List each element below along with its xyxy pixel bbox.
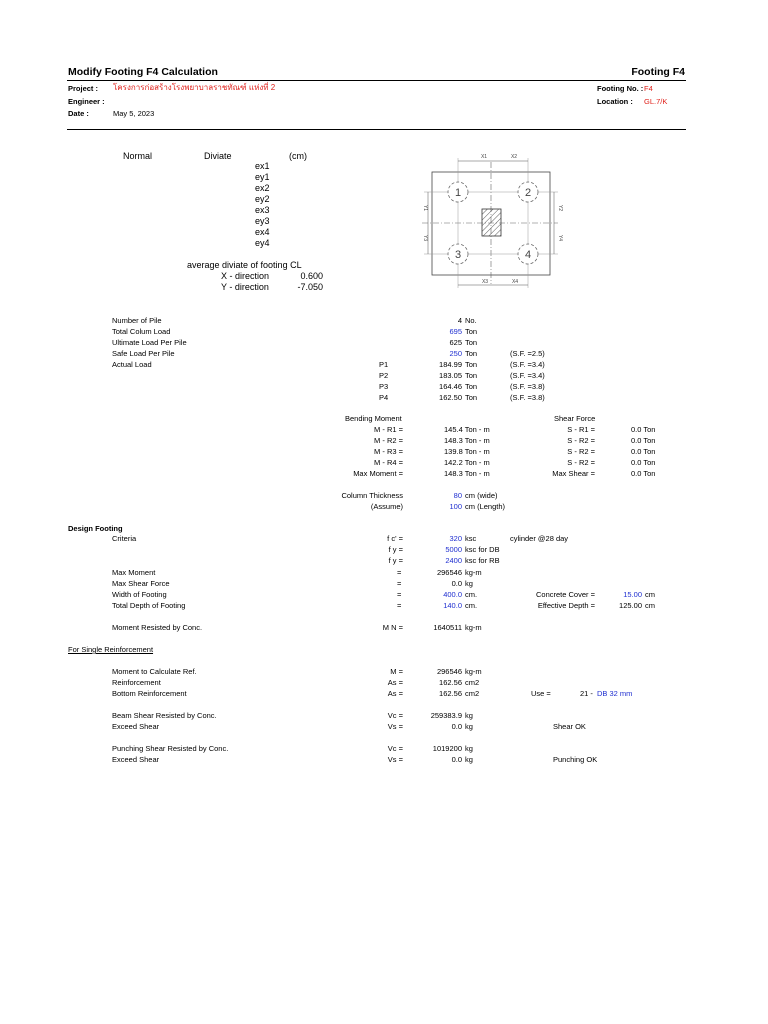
dev-label-ex1: ex1 — [255, 161, 270, 171]
fy-value: 5000 — [445, 545, 462, 554]
shear-value-r2: 0.0 Ton — [631, 436, 656, 445]
effective-depth-label: Effective Depth = — [537, 601, 595, 610]
engineer-label: Engineer : — [68, 97, 105, 106]
reinforcement-unit: cm2 — [465, 678, 480, 687]
exceed-shear-1-unit: kg — [465, 722, 473, 731]
footing-no-label: Footing No. : — [597, 84, 644, 93]
pile-sf-p2: (S.F. =3.4) — [510, 371, 545, 380]
pile-load-p1: 184.99 — [439, 360, 462, 369]
shear-label-r1: S - R1 = — [567, 425, 595, 434]
max-moment-row-label: Max Moment — [112, 568, 156, 577]
col-thickness-unit: cm (wide) — [465, 491, 498, 500]
pile-sf-p4: (S.F. =3.8) — [510, 393, 545, 402]
y-direction-value: -7.050 — [297, 282, 323, 292]
moment-label-r1: M - R1 = — [374, 425, 403, 434]
punching-shear-label: Punching Shear Resisted by Conc. — [112, 744, 229, 753]
date-label: Date : — [68, 109, 89, 118]
shear-value-r3: 0.0 Ton — [631, 447, 656, 456]
shear-label-r2: S - R2 = — [567, 436, 595, 445]
dev-label-ex2: ex2 — [255, 183, 270, 193]
moment-value-r3: 139.8 Ton - m — [444, 447, 490, 456]
assume-label: (Assume) — [370, 502, 403, 511]
moment-resisted-label: Moment Resisted by Conc. — [112, 623, 203, 632]
safe-load-unit: Ton — [465, 349, 478, 358]
num-pile-unit: No. — [465, 316, 477, 325]
concrete-cover-value: 15.00 — [623, 590, 642, 599]
dev-label-ey2: ey2 — [255, 194, 270, 204]
location-label: Location : — [597, 97, 633, 106]
pile-load-p4: 162.50 — [439, 393, 462, 402]
dev-label-ey1: ey1 — [255, 172, 270, 182]
safe-load-sf: (S.F. =2.5) — [510, 349, 545, 358]
beam-shear-sym: Vc = — [387, 711, 403, 720]
footing-title: Footing F4 — [631, 66, 685, 78]
max-moment-row-eq: = — [397, 568, 402, 577]
shear-ok-status: Shear OK — [553, 722, 586, 731]
project-value: โครงการก่อสร้างโรงพยาบาลราชทัณฑ์ แห่งที่ 2 — [113, 83, 276, 92]
fy2-value: 2400 — [445, 556, 462, 565]
bottom-reinforcement-unit: cm2 — [465, 689, 480, 698]
mn-unit: kg-m — [465, 623, 482, 632]
total-depth-label: Total Depth of Footing — [112, 601, 186, 610]
punching-shear-unit: kg — [465, 744, 473, 753]
total-depth-unit: cm. — [465, 601, 478, 610]
pile-name-p2: P2 — [379, 371, 389, 380]
pile-unit-p3: Ton — [465, 382, 478, 391]
fy-unit: ksc for DB — [465, 545, 500, 554]
dim-x3: X3 — [481, 279, 489, 285]
effective-depth-value: 125.00 — [619, 601, 642, 610]
use-count: 21 - — [580, 689, 593, 698]
exceed-shear-1-sym: Vs = — [387, 722, 403, 731]
safe-load-value: 250 — [449, 349, 462, 358]
actual-load-label: Actual Load — [112, 360, 152, 369]
x-direction-value: 0.600 — [300, 271, 323, 281]
bending-moment-title: Bending Moment — [345, 414, 402, 423]
page-title: Modify Footing F4 Calculation — [68, 66, 218, 78]
width-footing-unit: cm. — [465, 590, 478, 599]
max-moment-value: 148.3 Ton - m — [444, 469, 490, 478]
moment-value-r1: 145.4 Ton - m — [444, 425, 490, 434]
moment-calc-ref-sym: M = — [390, 667, 403, 676]
effective-depth-unit: cm — [645, 601, 655, 610]
width-footing-label: Width of Footing — [112, 590, 167, 599]
total-depth-value: 140.0 — [443, 601, 462, 610]
fc-note: cylinder @28 day — [510, 534, 569, 543]
dim-y4: Y4 — [557, 234, 563, 242]
moment-value-r4: 142.2 Ton - m — [444, 458, 490, 467]
shear-value-r4: 0.0 Ton — [631, 458, 656, 467]
use-bar: DB 32 mm — [597, 689, 633, 698]
moment-label-r2: M - R2 = — [374, 436, 403, 445]
max-moment-label: Max Moment = — [353, 469, 403, 478]
punching-ok-status: Punching OK — [553, 755, 598, 764]
pile-unit-p4: Ton — [465, 393, 478, 402]
pile-label-3: 3 — [454, 249, 462, 261]
exceed-shear-2-sym: Vs = — [387, 755, 403, 764]
max-shear-value: 0.0 Ton — [631, 469, 656, 478]
max-shear-row-eq: = — [397, 579, 402, 588]
exceed-shear-2-label: Exceed Shear — [112, 755, 160, 764]
concrete-cover-label: Concrete Cover = — [536, 590, 595, 599]
col-unit: (cm) — [289, 151, 307, 161]
fy2-unit: ksc for RB — [465, 556, 500, 565]
reinforcement-label: Reinforcement — [112, 678, 161, 687]
moment-value-r2: 148.3 Ton - m — [444, 436, 490, 445]
exceed-shear-1-value: 0.0 — [451, 722, 462, 731]
moment-calc-ref-label: Moment to Calculate Ref. — [112, 667, 197, 676]
pile-sf-p3: (S.F. =3.8) — [510, 382, 545, 391]
col-thickness-value: 80 — [453, 491, 462, 500]
pile-unit-p1: Ton — [465, 360, 478, 369]
dim-y1: Y1 — [422, 204, 428, 212]
col-normal: Normal — [123, 151, 153, 161]
moment-label-r3: M - R3 = — [374, 447, 403, 456]
pile-name-p1: P1 — [379, 360, 389, 369]
beam-shear-value: 259383.9 — [430, 711, 462, 720]
moment-calc-ref-value: 296546 — [436, 667, 462, 676]
fy2-label: f y = — [388, 556, 403, 565]
y-direction-label: Y - direction — [221, 282, 269, 292]
average-deviate-label: average diviate of footing CL — [187, 260, 302, 270]
exceed-shear-1-label: Exceed Shear — [112, 722, 160, 731]
mn-symbol: M N = — [382, 623, 403, 632]
ult-load-label: Ultimate Load Per Pile — [112, 338, 187, 347]
pile-sf-p1: (S.F. =3.4) — [510, 360, 545, 369]
pile-load-p2: 183.05 — [439, 371, 462, 380]
project-label: Project : — [68, 84, 99, 93]
dev-label-ex4: ex4 — [255, 227, 270, 237]
reinforcement-value: 162.56 — [439, 678, 462, 687]
num-pile-label: Number of Pile — [112, 316, 162, 325]
dev-label-ey4: ey4 — [255, 238, 270, 248]
total-depth-eq: = — [397, 601, 402, 610]
header-divider — [67, 80, 686, 81]
pile-name-p3: P3 — [379, 382, 389, 391]
concrete-cover-unit: cm — [645, 590, 655, 599]
dim-y2: Y2 — [557, 204, 563, 212]
header-bottom-divider — [67, 129, 686, 130]
assume-value: 100 — [449, 502, 462, 511]
pile-name-p4: P4 — [379, 393, 389, 402]
pile-unit-p2: Ton — [465, 371, 478, 380]
footing-no-value: F4 — [644, 84, 653, 93]
footing-plan-diagram — [418, 148, 563, 290]
ult-load-value: 625 — [449, 338, 462, 347]
shear-value-r1: 0.0 Ton — [631, 425, 656, 434]
exceed-shear-2-unit: kg — [465, 755, 473, 764]
exceed-shear-2-value: 0.0 — [451, 755, 462, 764]
shear-label-r4: S - R2 = — [567, 458, 595, 467]
safe-load-label: Safe Load Per Pile — [112, 349, 175, 358]
pile-load-p3: 164.46 — [439, 382, 462, 391]
pile-label-4: 4 — [524, 249, 532, 261]
dim-x2: X2 — [510, 154, 518, 160]
bottom-reinforcement-sym: As = — [387, 689, 403, 698]
moment-label-r4: M - R4 = — [374, 458, 403, 467]
beam-shear-label: Beam Shear Resisted by Conc. — [112, 711, 217, 720]
max-moment-row-value: 296546 — [436, 568, 462, 577]
dim-x4: X4 — [511, 279, 519, 285]
ult-load-unit: Ton — [465, 338, 478, 347]
single-reinforcement-title: For Single Reinforcement — [68, 645, 154, 654]
use-label: Use = — [531, 689, 551, 698]
shear-label-r3: S - R2 = — [567, 447, 595, 456]
max-shear-row-label: Max Shear Force — [112, 579, 170, 588]
num-pile-value: 4 — [457, 316, 462, 325]
dim-y3: Y3 — [422, 234, 428, 242]
max-shear-row-unit: kg — [465, 579, 473, 588]
total-col-load-label: Total Colum Load — [112, 327, 171, 336]
total-col-load-value: 695 — [449, 327, 462, 336]
beam-shear-unit: kg — [465, 711, 473, 720]
design-footing-title: Design Footing — [68, 524, 123, 533]
fc-label: f c' = — [387, 534, 403, 543]
column-section — [482, 209, 501, 236]
fc-value: 320 — [449, 534, 462, 543]
moment-calc-ref-unit: kg-m — [465, 667, 482, 676]
assume-unit: cm (Length) — [465, 502, 506, 511]
max-shear-row-value: 0.0 — [451, 579, 462, 588]
dev-label-ex3: ex3 — [255, 205, 270, 215]
bottom-reinforcement-label: Bottom Reinforcement — [112, 689, 187, 698]
dev-label-ey3: ey3 — [255, 216, 270, 226]
width-footing-eq: = — [397, 590, 402, 599]
max-shear-label: Max Shear = — [552, 469, 595, 478]
location-value: GL.7/K — [644, 97, 668, 106]
max-moment-row-unit: kg-m — [465, 568, 482, 577]
pile-label-1: 1 — [454, 187, 462, 199]
punching-shear-sym: Vc = — [387, 744, 403, 753]
col-thickness-label: Column Thickness — [341, 491, 403, 500]
fy-label: f y = — [388, 545, 403, 554]
mn-value: 1640511 — [433, 623, 462, 632]
width-footing-value: 400.0 — [443, 590, 462, 599]
shear-force-title: Shear Force — [554, 414, 596, 423]
col-deviate: Diviate — [204, 151, 232, 161]
date-value: May 5, 2023 — [113, 109, 155, 118]
fc-unit: ksc — [465, 534, 477, 543]
dim-x1: X1 — [480, 154, 488, 160]
pile-label-2: 2 — [524, 187, 532, 199]
punching-shear-value: 1019200 — [432, 744, 462, 753]
x-direction-label: X - direction — [221, 271, 270, 281]
total-col-load-unit: Ton — [465, 327, 478, 336]
criteria-label: Criteria — [112, 534, 137, 543]
reinforcement-sym: As = — [387, 678, 403, 687]
bottom-reinforcement-value: 162.56 — [439, 689, 462, 698]
